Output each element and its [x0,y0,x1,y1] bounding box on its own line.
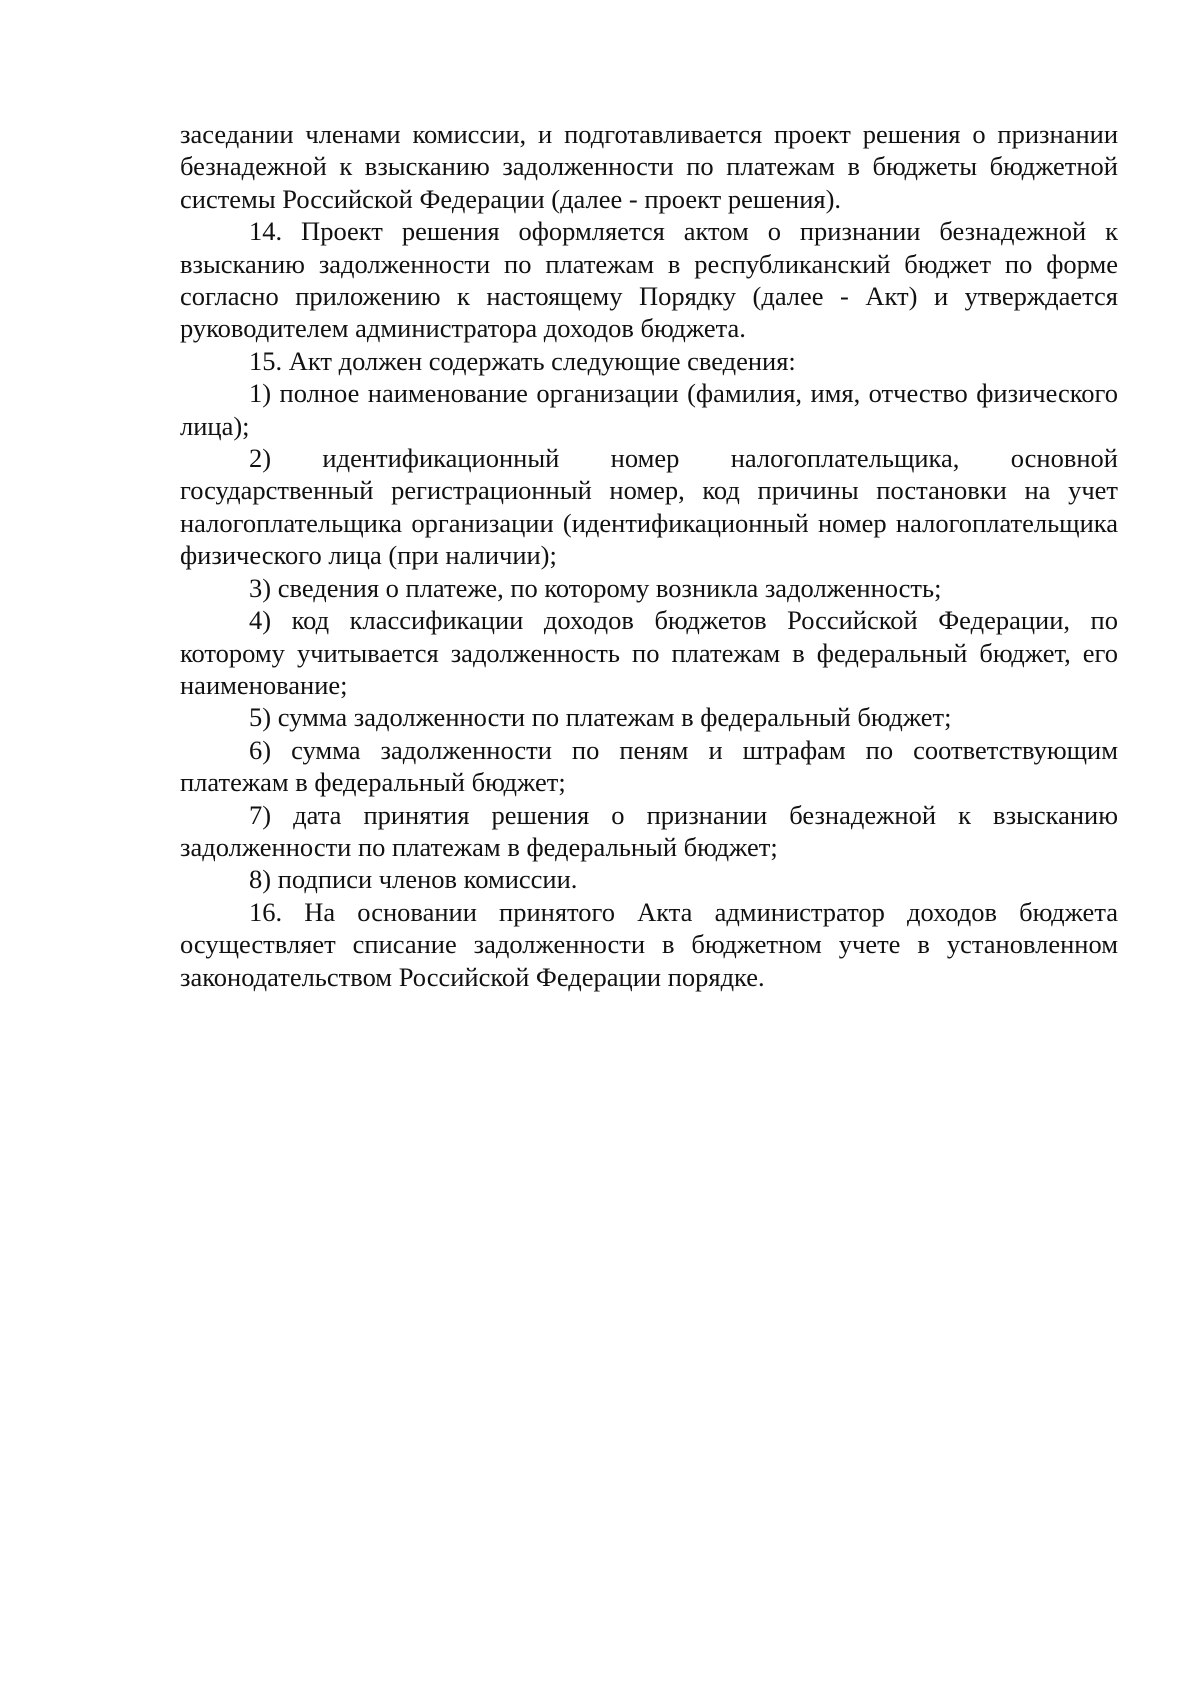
list-item-15-5: 5) сумма задолженности по платежам в федеральный бюджет; [249,702,952,733]
paragraph-15: 15. Акт должен содержать следующие сведения: [249,345,796,376]
list-item-15-3: 3) сведения о платеже, по которому возникла задолженность; [249,572,942,603]
list-item-15-8: 8) подписи членов комиссии. [249,864,578,895]
list-item-15-2: 2) идентификационный номер налогоплательщика, основной государственный регистрационный номер, код причины постановки на учет налогоплательщика организации (идентификационный номер налогоплательщика физического лица (при наличии); [180,443,1118,571]
paragraph-14: 14. Проект решения оформляется актом о признании безнадежной к взысканию задолженности по платежам в республиканский бюджет по форме согласно приложению к настоящему Порядку (далее - Акт) и утверждается руководителем администратора доходов бюджета. [180,216,1118,344]
paragraph-13-continued: заседании членами комиссии, и подготавливается проект решения о признании безнадежной к взысканию задолженности по платежам в бюджеты бюджетной системы Российской Федерации (далее - проект решения). [180,119,1118,214]
list-item-15-6: 6) сумма задолженности по пеням и штрафам по соответствующим платежам в федеральный бюджет; [180,734,1118,798]
paragraph-16: 16. На основании принятого Акта администратор доходов бюджета осуществляет списание задолженности в бюджетном учете в установленном законодательством Российской Федерации порядке. [180,896,1118,992]
document-body [180,118,1118,993]
list-item-15-1: 1) полное наименование организации (фамилия, имя, отчество физического лица); [180,378,1118,441]
list-item-15-7: 7) дата принятия решения о признании безнадежной к взысканию задолженности по платежам в федеральный бюджет; [180,799,1118,862]
list-item-15-4: 4) код классификации доходов бюджетов Российской Федерации, по которому учитывается задолженность по платежам в федеральный бюджет, его наименование; [180,605,1118,700]
